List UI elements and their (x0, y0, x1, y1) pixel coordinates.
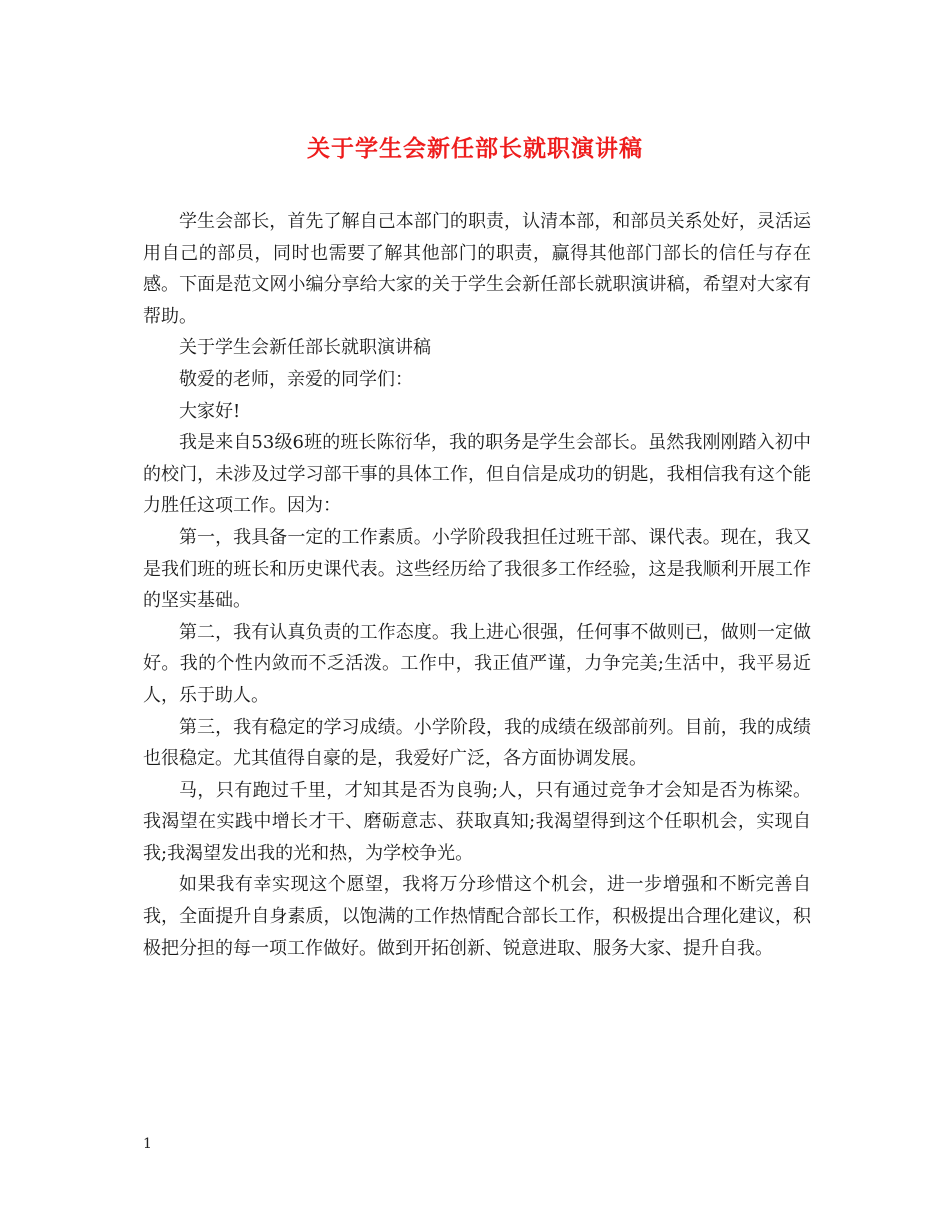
self-introduction-paragraph: 我是来自53级6班的班长陈衍华，我的职务是学生会部长。虽然我刚刚踏入初中的校门，未涉及过学习部干事的具体工作，但自信是成功的钥匙，我相信我有这个能力胜任这项工作。因为： (143, 432, 811, 517)
page-number: 1 (143, 1136, 152, 1152)
reason-two-paragraph: 第二，我有认真负责的工作态度。我上进心很强，任何事不做则已，做则一定做好。我的个性内敛而不乏活泼。工作中，我正值严谨，力争完美;生活中，我平易近人，乐于助人。 (143, 621, 811, 706)
document-body (143, 206, 811, 964)
salutation: 敬爱的老师，亲爱的同学们： (179, 368, 413, 390)
intro-paragraph: 学生会部长，首先了解自己本部门的职责，认清本部，和部员关系处好，灵活运用自己的部员，同时也需要了解其他部门的职责，赢得其他部门部长的信任与存在感。下面是范文网小编分享给大家的关于学生会新任部长就职演讲稿，希望对大家有帮助。 (143, 211, 811, 327)
reason-three-paragraph: 第三，我有稳定的学习成绩。小学阶段，我的成绩在级部前列。目前，我的成绩也很稳定。尤其值得自豪的是，我爱好广泛，各方面协调发展。 (143, 716, 811, 770)
greeting: 大家好! (179, 400, 241, 422)
commitment-paragraph: 如果我有幸实现这个愿望，我将万分珍惜这个机会，进一步增强和不断完善自我，全面提升自身素质，以饱满的工作热情配合部长工作，积极提出合理化建议，积极把分担的每一项工作做好。做到开拓创新、锐意进取、服务大家、提升自我。 (143, 874, 811, 959)
speech-heading: 关于学生会新任部长就职演讲稿 (179, 337, 431, 359)
document-title: 关于学生会新任部长就职演讲稿 (307, 135, 643, 162)
aspiration-paragraph: 马，只有跑过千里，才知其是否为良驹;人，只有通过竞争才会知是否为栋梁。我渴望在实践中增长才干、磨砺意志、获取真知;我渴望得到这个任职机会，实现自我;我渴望发出我的光和热，为学校争光。 (143, 779, 811, 864)
reason-one-paragraph: 第一，我具备一定的工作素质。小学阶段我担任过班干部、课代表。现在，我又是我们班的班长和历史课代表。这些经历给了我很多工作经验，这是我顺利开展工作的坚实基础。 (143, 526, 811, 612)
